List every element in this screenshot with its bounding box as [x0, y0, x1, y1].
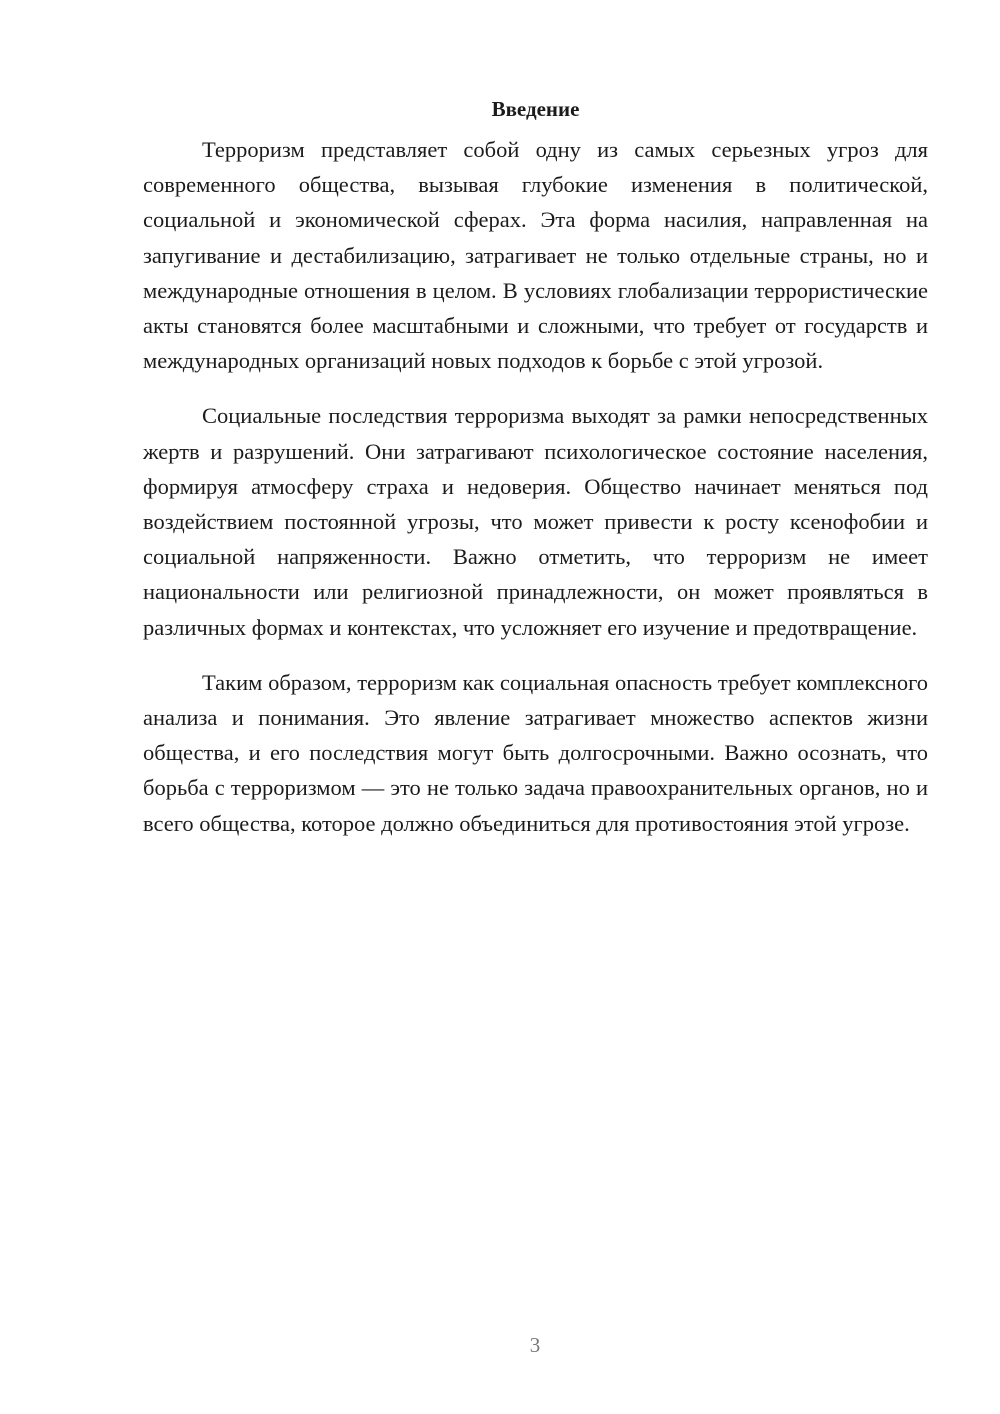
paragraph-3: Таким образом, терроризм как социальная опасность требует комплексного анализа и понимания. Это явление затрагивает множество аспектов жизни общества, и его последствия могут быть долгосрочными. Важно осознать, что борьба с терроризмом — это не только задача правоохранительных органов, но и всего общества, которое должно объединиться для противостояния этой угрозе.	[143, 669, 928, 836]
paragraph-2: Социальные последствия терроризма выходят за рамки непосредственных жертв и разрушений. Они затрагивают психологическое состояние населения, формируя атмосферу страха и недоверия. Общество начинает меняться под воздействием постоянной угрозы, что может привести к росту ксенофобии и социальной напряженности. Важно отметить, что терроризм не имеет национальности или религиозной принадлежности, он может проявляться в различных формах и контекстах, что усложняет его изучение и предотвращение.	[143, 403, 928, 640]
document-body	[143, 94, 928, 861]
paragraph-1: Терроризм представляет собой одну из самых серьезных угроз для современного общества, вызывая глубокие изменения в политической, социальной и экономической сферах. Эта форма насилия, направленная на запугивание и дестабилизацию, затрагивает не только отдельные страны, но и международные отношения в целом. В условиях глобализации террористические акты становятся более масштабными и сложными, что требует от государств и международных организаций новых подходов к борьбе с этой угрозой.	[143, 137, 928, 374]
section-heading: Введение	[491, 97, 580, 121]
page-number: 3	[529, 1333, 541, 1357]
